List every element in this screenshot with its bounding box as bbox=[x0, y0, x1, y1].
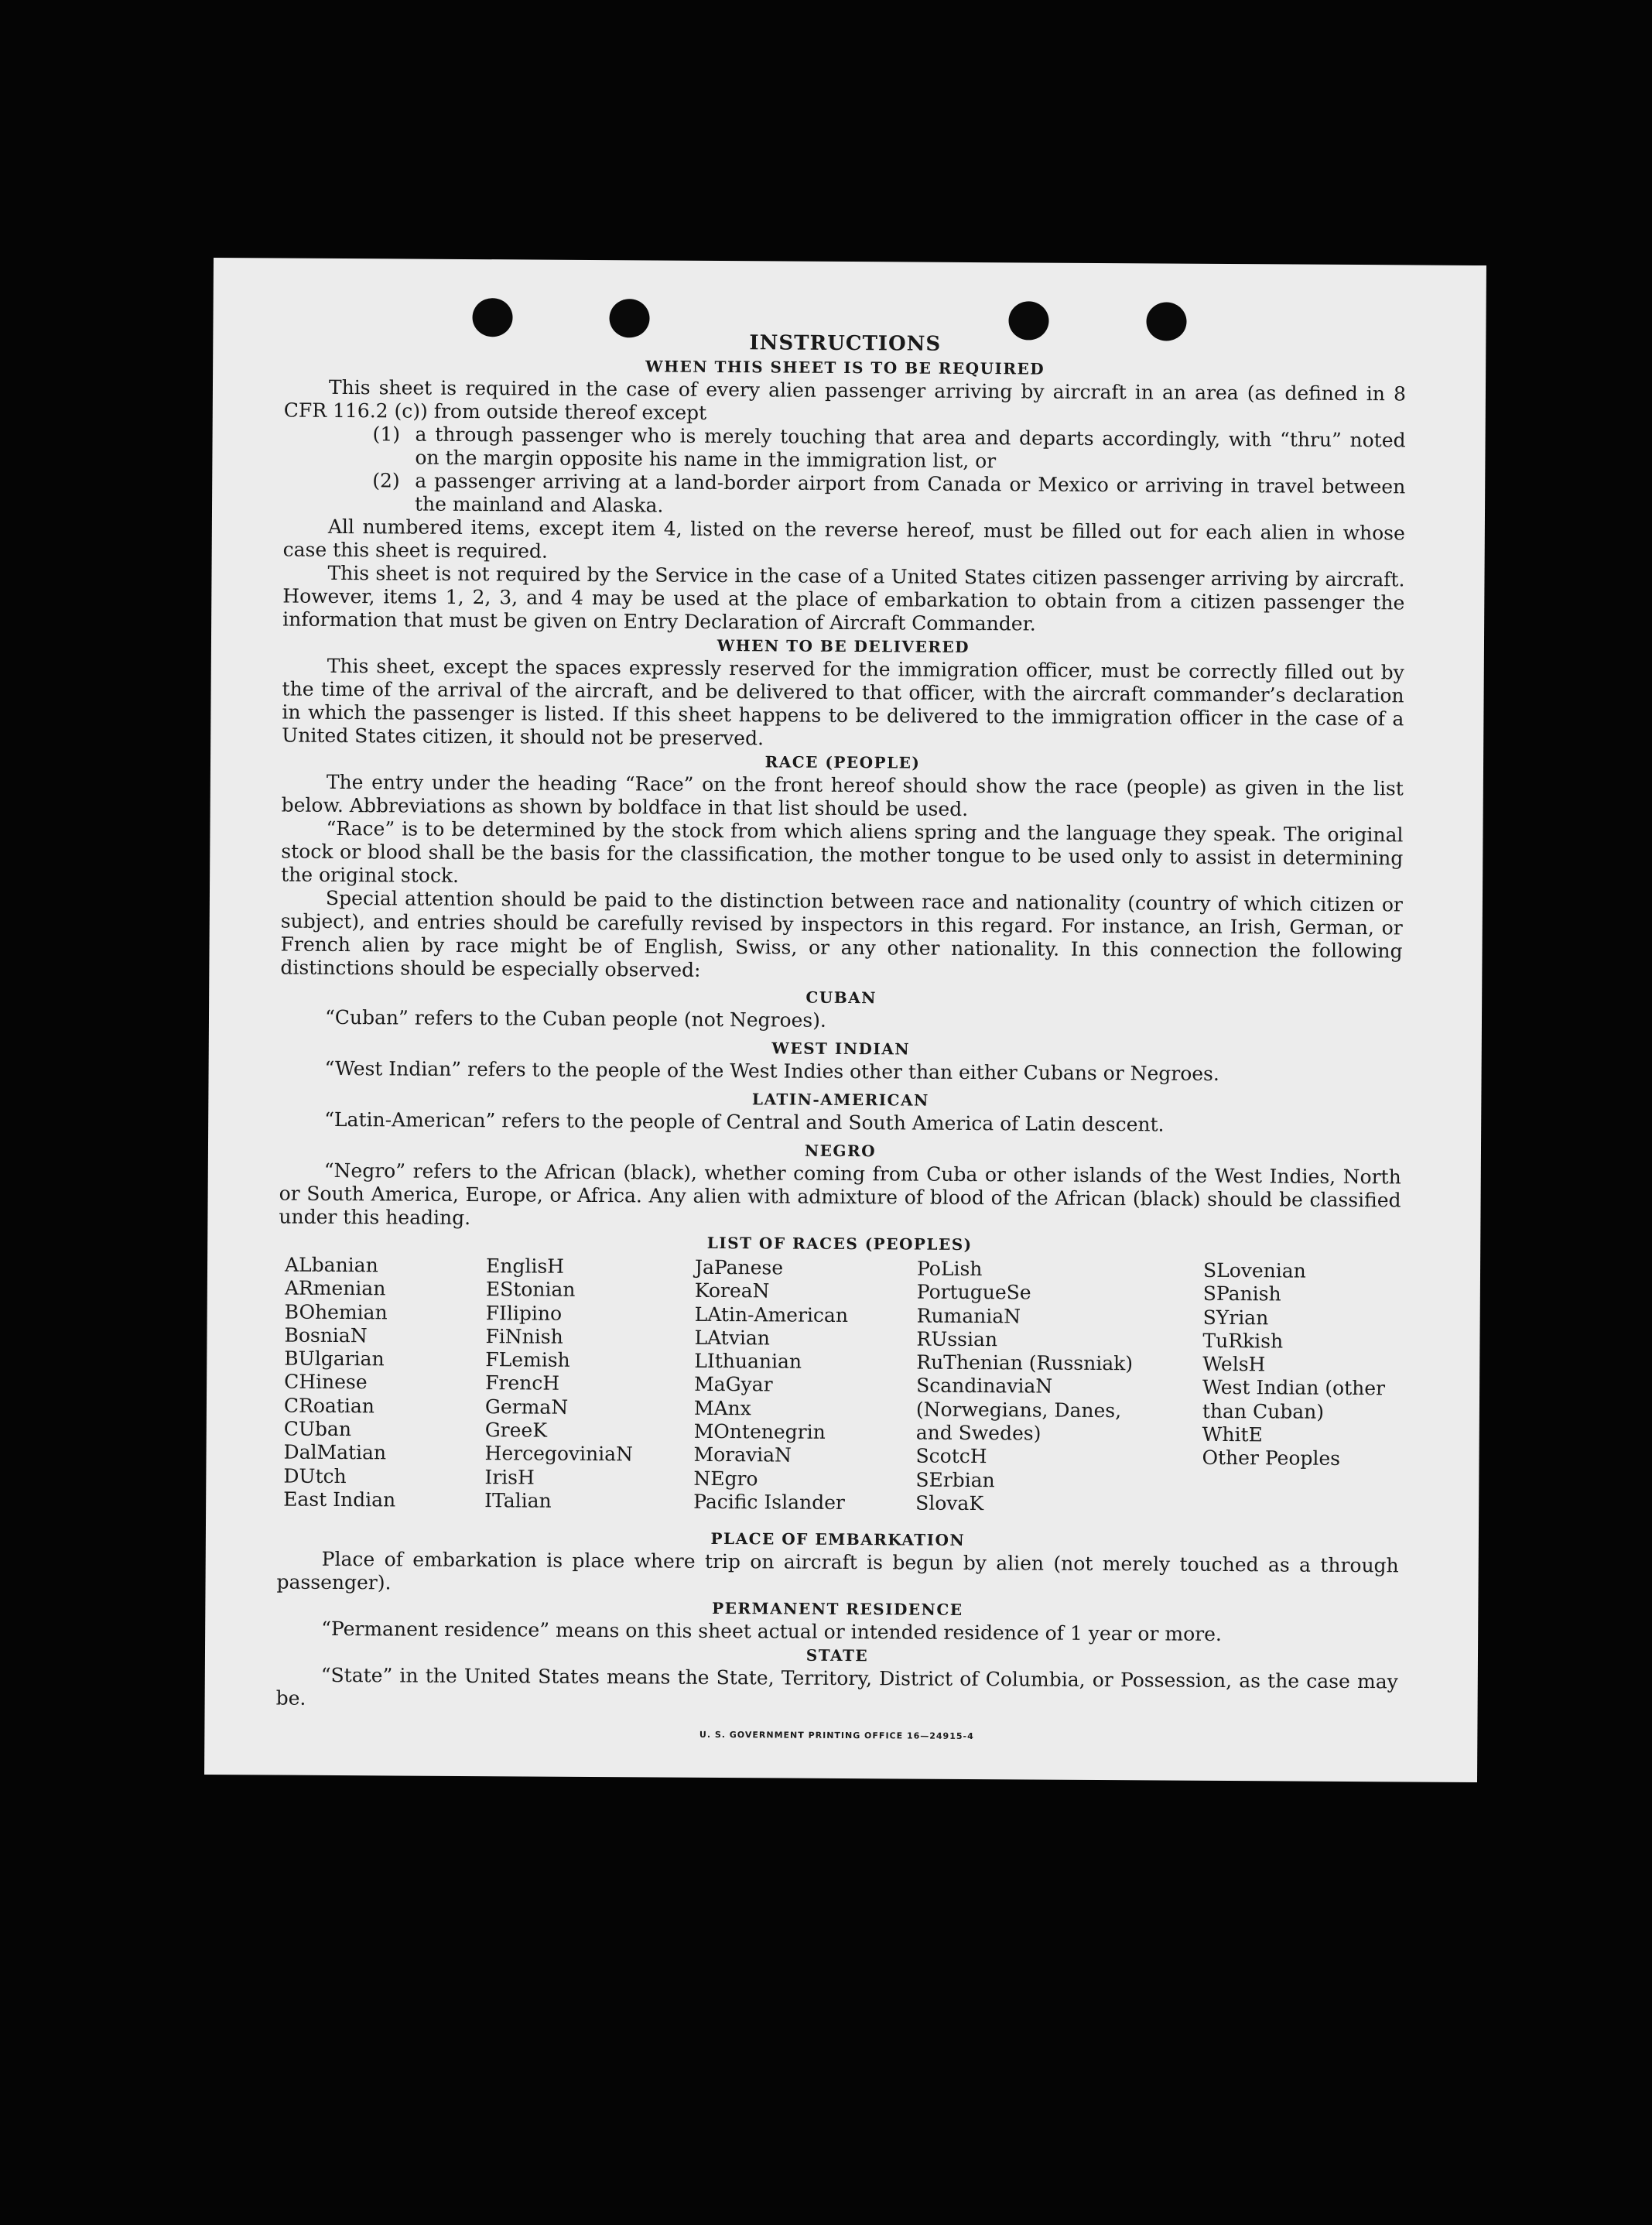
race-item: CUban bbox=[283, 1417, 352, 1441]
race-item: Pacific Islander bbox=[693, 1490, 845, 1514]
race-item: GermaN bbox=[484, 1395, 569, 1419]
race-item: KoreaN bbox=[694, 1279, 770, 1302]
paragraph: Place of embarkation is place where trip on aircraft is begun by alien (not merely touched as a through passenger). bbox=[276, 1547, 1399, 1594]
race-column bbox=[1202, 1259, 1404, 1471]
paragraph: “Race” is to be determined by the stock from which aliens spring and the language they speak. The original stock or blood shall be the basis for the classification, the mother tongue to be used only to assist in determining the original stock. bbox=[281, 816, 1404, 887]
paragraph: The entry under the heading “Race” on the front hereof should show the race (people) as given in the list below. Abbreviations as shown by boldface in that list should be used. bbox=[281, 770, 1404, 820]
race-item: LAtin-American bbox=[694, 1302, 849, 1326]
list-item bbox=[372, 423, 1405, 475]
race-item: LIthuanian bbox=[694, 1350, 802, 1373]
paragraph: This sheet is required in the case of every alien passenger arriving by aircraft in an area (as defined in 8 CFR 116.2 (c)) from outside thereof except bbox=[283, 375, 1407, 424]
section-heading: STATE bbox=[805, 1645, 869, 1665]
race-item: WelsH bbox=[1202, 1353, 1266, 1376]
section-heading: NEGRO bbox=[804, 1141, 877, 1161]
paragraph: All numbered items, except item 4, listed on the reverse hereof, must be filled out for each alien in whose case this sheet is required. bbox=[282, 515, 1405, 563]
paragraph: “Permanent residence” means on this sheet actual or intended residence of 1 year or more. bbox=[321, 1617, 1222, 1645]
race-item: FIlipino bbox=[485, 1301, 563, 1325]
race-item: ITalian bbox=[484, 1489, 552, 1512]
race-item: TuRkish bbox=[1202, 1329, 1284, 1353]
race-column bbox=[283, 1254, 397, 1512]
section-heading: LIST OF RACES (PEOPLES) bbox=[706, 1233, 973, 1255]
item-text: a passenger arriving at a land-border airport from Canada or Mexico or arriving in travel between the mainland and Alaska. bbox=[414, 469, 1406, 517]
list-item bbox=[372, 469, 1405, 522]
race-item: RUssian bbox=[916, 1327, 998, 1351]
race-item: HercegoviniaN bbox=[484, 1442, 634, 1466]
race-item: FrencH bbox=[485, 1371, 560, 1395]
race-item: SErbian bbox=[915, 1468, 995, 1491]
section-heading: LATIN-AMERICAN bbox=[751, 1090, 929, 1110]
paragraph: “Latin-American” refers to the people of Central and South America of Latin descent. bbox=[324, 1107, 1165, 1136]
race-list bbox=[277, 1254, 1401, 1532]
race-item: NEgro bbox=[693, 1467, 758, 1490]
race-item: GreeK bbox=[484, 1419, 548, 1442]
race-item: DUtch bbox=[283, 1464, 347, 1487]
item-text: a through passenger who is merely touching that area and departs accordingly, with “thru” noted on the margin opposite his name in the immigration list, or bbox=[415, 423, 1406, 473]
race-item: EStonian bbox=[485, 1278, 576, 1302]
race-item: PoLish bbox=[916, 1257, 983, 1281]
section-heading: WHEN TO BE DELIVERED bbox=[717, 635, 970, 656]
race-item: RumaniaN bbox=[916, 1304, 1021, 1327]
section-heading: PERMANENT RESIDENCE bbox=[712, 1598, 963, 1619]
item-number: (2) bbox=[372, 469, 400, 492]
race-column bbox=[693, 1256, 848, 1515]
race-item: WhitE bbox=[1202, 1422, 1263, 1446]
paragraph: “Cuban” refers to the Cuban people (not Negroes). bbox=[324, 1005, 826, 1032]
race-item: Other Peoples bbox=[1202, 1446, 1341, 1470]
race-item: FiNnish bbox=[485, 1325, 563, 1348]
race-item: PortugueSe bbox=[916, 1280, 1031, 1304]
race-item: SPanish bbox=[1202, 1282, 1281, 1306]
race-item: MOntenegrin bbox=[693, 1419, 826, 1443]
race-item: EnglisH bbox=[485, 1255, 565, 1278]
paragraph: Special attention should be paid to the distinction between race and nationality (country of which citizen or subject), and entries should be carefully revised by inspectors in this regard. For instance, an Irish, German, or French alien by race might be of English, Swiss, or any other nationality. In this connection the following distinctions should be especially observed: bbox=[280, 886, 1404, 981]
race-item: SYrian bbox=[1202, 1306, 1269, 1329]
race-item: DalMatian bbox=[283, 1440, 387, 1464]
race-column bbox=[484, 1255, 634, 1513]
paragraph: This sheet is not required by the Service in the case of a United States citizen passenger arriving by aircraft. However, items 1, 2, 3, and 4 may be used at the place of embarkation to obtain from a citizen passenger the information that must be given on Entry Declaration of Aircraft Commander. bbox=[282, 561, 1405, 635]
paragraph: “West Indian” refers to the people of the West Indies other than either Cubans or Negroes. bbox=[324, 1056, 1219, 1085]
paragraph: This sheet, except the spaces expressly reserved for the immigration officer, must be correctly filled out by the time of the arrival of the aircraft, and be delivered to that officer, with the aircraft commander’s declaration in which the passenger is listed. If this sheet happens to be delivered to the immigration officer in the case of a United States citizen, it should not be preserved. bbox=[282, 654, 1404, 750]
race-item: CRoatian bbox=[283, 1394, 375, 1418]
race-item: BosniaN bbox=[284, 1323, 368, 1347]
race-item: ALbanian bbox=[284, 1253, 378, 1277]
race-item: FLemish bbox=[485, 1348, 570, 1372]
page-title: INSTRUCTIONS bbox=[749, 331, 942, 356]
race-item: JaPanese bbox=[694, 1255, 784, 1279]
race-item: RuThenian (Russniak) bbox=[916, 1350, 1134, 1375]
race-item: West Indian (other than Cuban) bbox=[1202, 1376, 1386, 1423]
section-heading: WEST INDIAN bbox=[771, 1039, 911, 1059]
document-body bbox=[275, 328, 1406, 1751]
race-item: ARmenian bbox=[284, 1276, 386, 1300]
race-item: LAtvian bbox=[694, 1326, 770, 1350]
race-item: MaGyar bbox=[694, 1373, 773, 1396]
section-heading: PLACE OF EMBARKATION bbox=[710, 1528, 966, 1549]
section-heading: CUBAN bbox=[805, 988, 877, 1008]
document-sheet bbox=[204, 258, 1486, 1782]
race-column bbox=[915, 1258, 1149, 1517]
paragraph: “State” in the United States means the State, Territory, District of Columbia, or Possession, as the case may be. bbox=[275, 1663, 1398, 1710]
race-item: ScotcH bbox=[915, 1444, 987, 1468]
race-item: East Indian bbox=[283, 1487, 396, 1511]
race-item: SLovenian bbox=[1202, 1258, 1306, 1282]
paragraph: “Negro” refers to the African (black), whether coming from Cuba or other islands of the West Indies, North or South America, Europe, or Africa. Any alien with admixture of blood of the African (black) should be classified under this heading. bbox=[279, 1159, 1401, 1230]
item-number: (1) bbox=[372, 423, 401, 446]
printer-footer: U. S. GOVERNMENT PRINTING OFFICE 16—24915-4 bbox=[699, 1729, 974, 1742]
section-heading: WHEN THIS SHEET IS TO BE REQUIRED bbox=[645, 357, 1045, 378]
race-item: ScandinaviaN (Norwegians, Danes, and Swedes) bbox=[915, 1374, 1122, 1445]
race-item: BUlgarian bbox=[284, 1347, 385, 1371]
section-heading: RACE (PEOPLE) bbox=[764, 752, 921, 772]
race-item: CHinese bbox=[284, 1371, 368, 1394]
race-item: MoraviaN bbox=[693, 1443, 792, 1467]
race-item: MAnx bbox=[693, 1396, 751, 1420]
race-item: BOhemian bbox=[284, 1300, 388, 1323]
race-item: SlovaK bbox=[915, 1491, 984, 1515]
race-item: IrisH bbox=[484, 1465, 535, 1489]
